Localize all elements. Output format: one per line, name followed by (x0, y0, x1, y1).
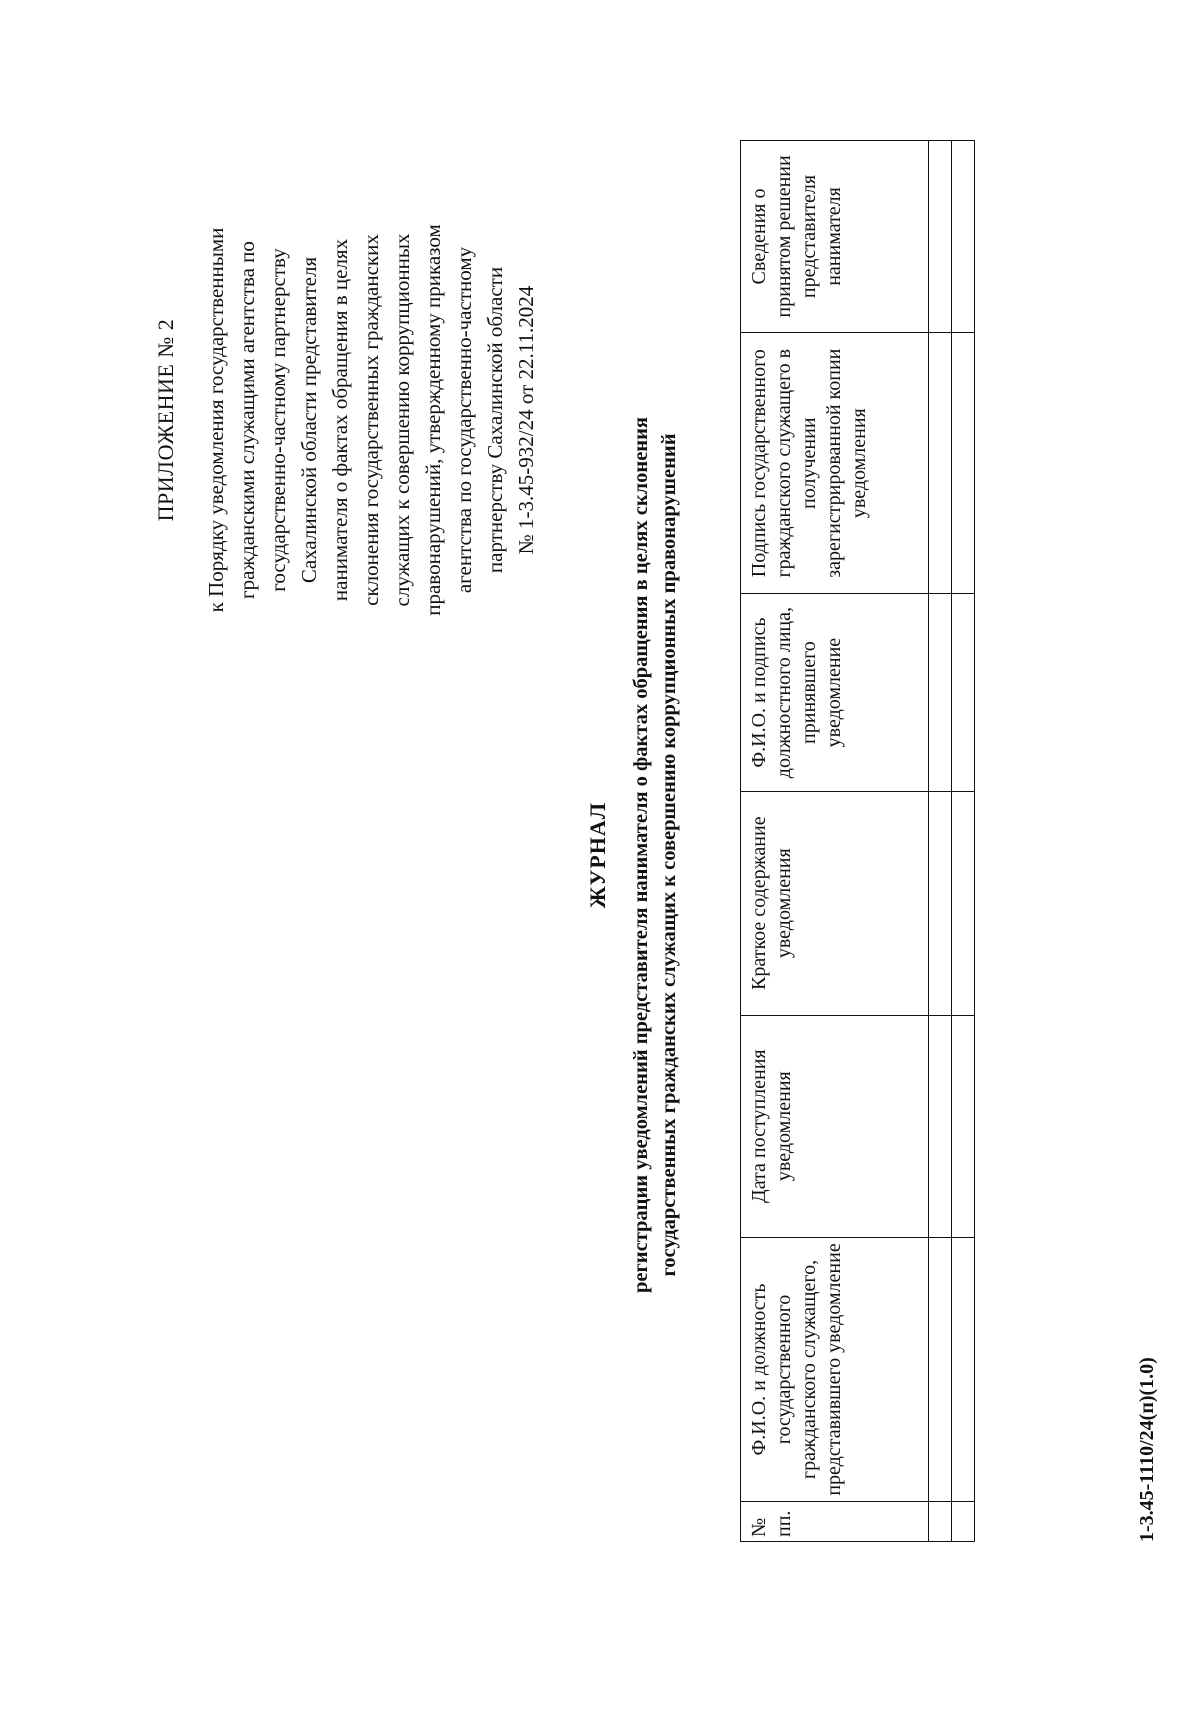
column-header-decision: Сведения о принятом решении представителя нанимателя (741, 141, 929, 333)
table-row (929, 141, 952, 1542)
appendix-heading: ПРИЛОЖЕНИЕ № 2 (153, 318, 178, 522)
document-code: 1-3.45-1110/24(п)(1.0) (1136, 1357, 1158, 1542)
approval-block (150, 140, 542, 700)
journal-table (740, 140, 975, 1542)
column-header-employee: Ф.И.О. и должность государственного гражданского служащего, представившего уведомление (741, 1237, 929, 1502)
table-cell (952, 1237, 975, 1502)
column-header-signature: Подпись государственного гражданского служащего в получении зарегистрированной копии уведомления (741, 332, 929, 594)
table-cell (952, 141, 975, 333)
table-row (952, 141, 975, 1542)
table-cell (952, 1502, 975, 1542)
table-cell (929, 1015, 952, 1237)
journal-subtitle: регистрации уведомлений представителя нанимателя о фактах обращения в целях склонения государственных гражданских служащих к совершению коррупционных правонарушений (630, 416, 680, 1294)
table-cell (929, 594, 952, 791)
table-cell (929, 1237, 952, 1502)
column-header-number: № пп. (741, 1502, 929, 1542)
table-cell (929, 1502, 952, 1542)
journal-title-block (585, 140, 683, 1570)
table-cell (952, 594, 975, 791)
journal-header-row (741, 141, 929, 1542)
journal-title: ЖУРНАЛ (585, 801, 610, 909)
table-cell (929, 791, 952, 1015)
table-cell (952, 1015, 975, 1237)
appendix-reference-text: к Порядку уведомления государственными гражданскими служащими агентства по государственно-частному партнерству Сахалинской области представителя нанимателя о фактах обращения в целях склонения государственных гражданских служащих к совершению коррупционных правонарушений, утвержденному приказом агентства по государственно-частному партнерству Сахалинской области № 1-3.45-932/24 от 22.11.2024 (204, 224, 538, 616)
table-cell (929, 332, 952, 594)
column-header-summary: Краткое содержание уведомления (741, 791, 929, 1015)
column-header-acceptor: Ф.И.О. и подпись должностного лица, принявшего уведомление (741, 594, 929, 791)
table-cell (952, 791, 975, 1015)
column-header-date: Дата поступления уведомления (741, 1015, 929, 1237)
table-cell (929, 141, 952, 333)
table-cell (952, 332, 975, 594)
